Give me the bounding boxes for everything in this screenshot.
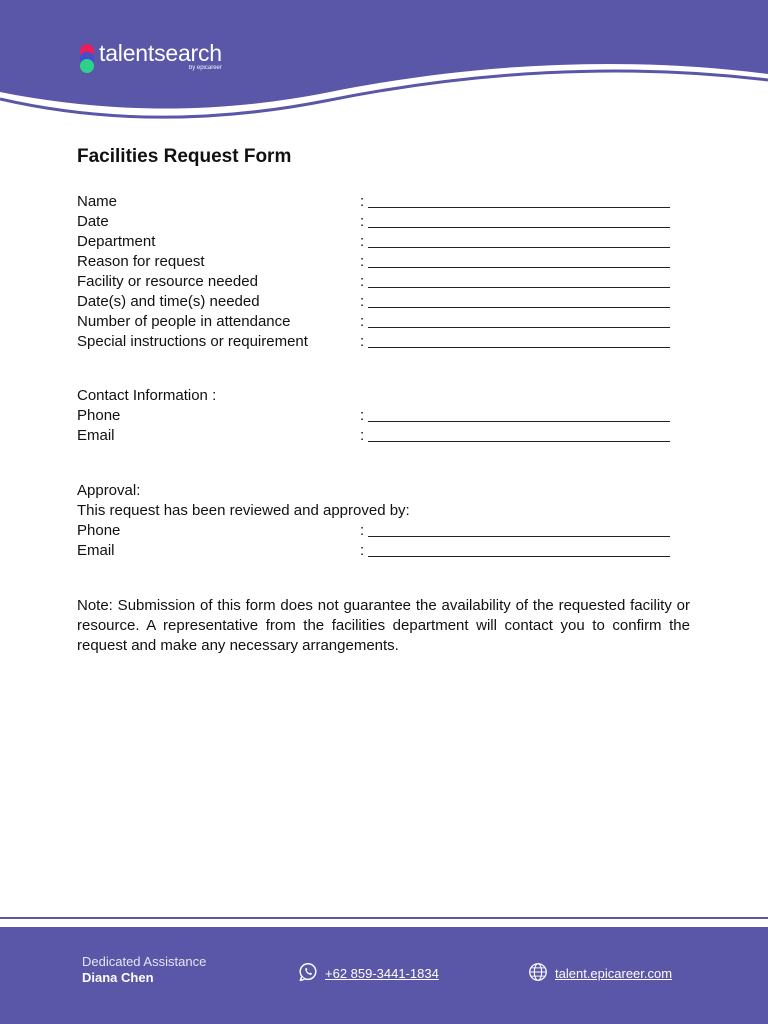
field-label: Reason for request [77, 253, 205, 270]
field-row-reason [77, 252, 677, 272]
contact-row-phone [77, 406, 677, 426]
logo-mark-icon [80, 44, 94, 74]
field-colon: : [360, 193, 365, 210]
field-label: Facility or resource needed [77, 273, 258, 290]
field-colon: : [360, 253, 365, 270]
field-label: Department [77, 233, 156, 250]
brand-logo [80, 40, 222, 74]
field-label: Number of people in attendance [77, 313, 291, 330]
field-label: Email [77, 542, 115, 559]
field-row-name [77, 192, 677, 212]
approval-row-phone [77, 521, 677, 541]
field-input-line[interactable] [368, 247, 670, 248]
footer [0, 927, 768, 1024]
field-colon: : [360, 213, 365, 230]
field-row-datetimes [77, 292, 677, 312]
brand-name: talentsearch [99, 40, 222, 66]
footer-website [527, 961, 672, 986]
contact-name: Diana Chen [82, 970, 154, 985]
field-input-line[interactable] [368, 287, 670, 288]
field-input-line[interactable] [368, 441, 670, 442]
field-row-date [77, 212, 677, 232]
field-row-department [77, 232, 677, 252]
field-colon: : [360, 542, 365, 559]
form-note: Note: Submission of this form does not guarantee the availability of the requested facility or resource. A representative from the facilities department will contact you to confirm the request and make any necessary arrangements. [77, 597, 690, 654]
field-input-line[interactable] [368, 307, 670, 308]
website-link[interactable]: talent.epicareer.com [555, 966, 673, 981]
field-input-line[interactable] [368, 421, 670, 422]
contact-section [77, 386, 677, 446]
footer-phone [297, 961, 439, 986]
field-label: Phone [77, 522, 121, 539]
field-label: Date(s) and time(s) needed [77, 293, 260, 310]
field-input-line[interactable] [368, 207, 670, 208]
field-colon: : [360, 522, 365, 539]
globe-icon [527, 961, 549, 986]
form-title: Facilities Request Form [77, 146, 292, 167]
approval-statement: This request has been reviewed and approved by: [77, 502, 410, 519]
footer-divider [0, 917, 768, 919]
field-label: Special instructions or requirement [77, 333, 308, 350]
field-input-line[interactable] [368, 327, 670, 328]
phone-link[interactable]: +62 859-3441-1834 [325, 966, 439, 981]
field-colon: : [360, 233, 365, 250]
approval-row-email [77, 541, 677, 561]
field-colon: : [360, 273, 365, 290]
field-colon: : [360, 427, 365, 444]
field-input-line[interactable] [368, 267, 670, 268]
field-colon: : [360, 313, 365, 330]
field-label: Phone [77, 407, 121, 424]
brand-byline: by epicareer [188, 65, 222, 71]
field-input-line[interactable] [368, 536, 670, 537]
field-input-line[interactable] [368, 227, 670, 228]
contact-row-email [77, 426, 677, 446]
field-input-line[interactable] [368, 347, 670, 348]
field-row-attendance [77, 312, 677, 332]
whatsapp-icon [297, 961, 319, 986]
form-fields [77, 192, 677, 352]
field-colon: : [360, 293, 365, 310]
field-row-facility [77, 272, 677, 292]
field-row-instructions [77, 332, 677, 352]
field-input-line[interactable] [368, 556, 670, 557]
contact-heading: Contact Information : [77, 387, 217, 404]
contact-role: Dedicated Assistance [82, 954, 207, 969]
approval-section [77, 481, 677, 561]
field-colon: : [360, 407, 365, 424]
field-colon: : [360, 333, 365, 350]
field-label: Date [77, 213, 109, 230]
footer-contact [82, 954, 206, 986]
field-label: Name [77, 193, 118, 210]
field-label: Email [77, 427, 115, 444]
approval-heading: Approval: [77, 482, 141, 499]
